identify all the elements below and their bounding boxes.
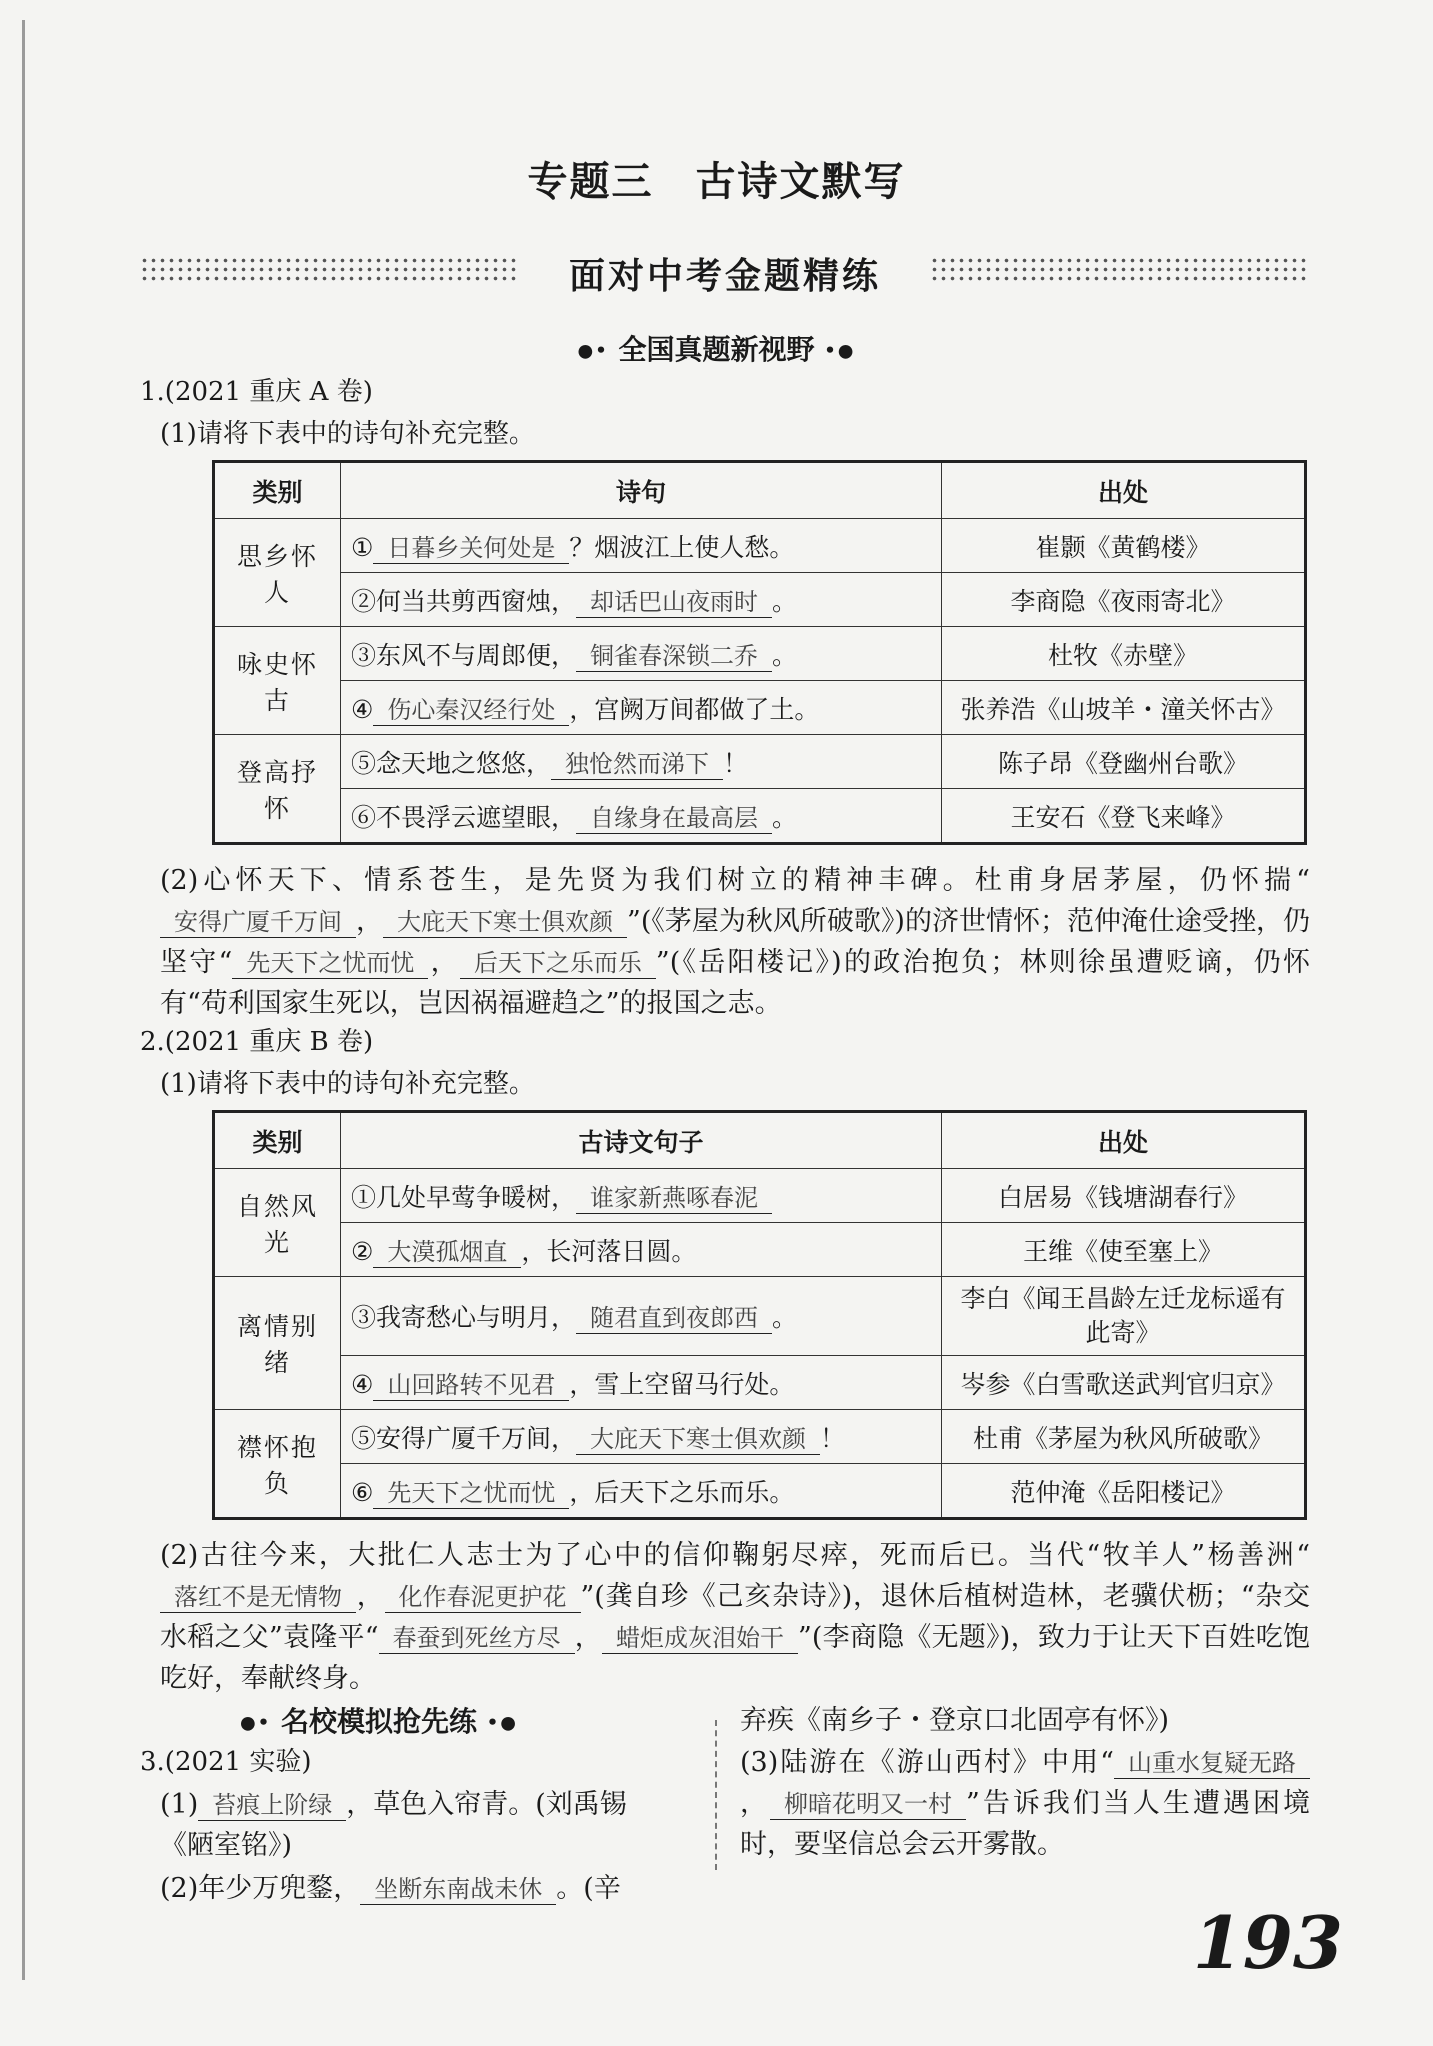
verse-text: 。 [772, 586, 798, 616]
verse-text: ，后天下之乐而乐。 [569, 1477, 795, 1507]
verse-cell [341, 681, 942, 735]
column-header: 古诗文句子 [341, 1112, 942, 1169]
paragraph-text: ”(龚自珍《己亥杂诗》)，退休后植树造林，老骥伏枥；“杂交水稻之父”袁隆平“ [160, 1581, 1310, 1653]
question-1-part-2 [160, 860, 1310, 1024]
verse-text: ④ [351, 694, 374, 724]
column-header: 类别 [214, 462, 341, 519]
answer-blank: 铜雀春深锁二乔 [576, 641, 772, 672]
paragraph-text: ， [574, 1622, 603, 1653]
paragraph-text: 《陋室铭》) [160, 1830, 293, 1861]
paragraph-text: (2)年少万兜鍪， [160, 1873, 361, 1904]
verse-cell [341, 1223, 942, 1277]
answer-blank: 伤心秦汉经行处 [373, 695, 569, 726]
verse-cell [341, 1356, 942, 1410]
column-header: 出处 [942, 1112, 1306, 1169]
verse-text: ① [351, 532, 374, 562]
source-cell: 杜牧《赤壁》 [942, 627, 1306, 681]
question-3-part-3 [740, 1742, 1310, 1865]
category-cell: 离情别绪 [214, 1277, 341, 1410]
answer-blank: 化作春泥更护花 [385, 1582, 581, 1613]
poem-table-2 [212, 1110, 1307, 1520]
answer-blank: 坐断东南战未休 [360, 1874, 556, 1905]
banner-dots-right [930, 256, 1310, 282]
verse-cell [341, 735, 942, 789]
paragraph-text: ，草色入帘青。(刘禹锡 [346, 1789, 627, 1820]
table-row [214, 1223, 1306, 1277]
answer-blank: 自缘身在最高层 [576, 803, 772, 834]
table-header-row [214, 462, 1306, 519]
category-cell: 自然风光 [214, 1169, 341, 1277]
paragraph-text: (1) [160, 1789, 199, 1820]
paragraph-text: (2)心怀天下、情系苍生，是先贤为我们树立的精神丰碑。杜甫身居茅屋，仍怀揣“ [160, 865, 1310, 896]
verse-text: ④ [351, 1369, 374, 1399]
verse-cell [341, 519, 942, 573]
verse-text: 。 [772, 802, 798, 832]
table-row [214, 789, 1306, 844]
question-2-header: 2.(2021 重庆 B 卷) [140, 1027, 374, 1057]
answer-blank: 先天下之忧而忧 [373, 1478, 569, 1509]
category-cell: 咏史怀古 [214, 627, 341, 735]
paragraph-text: ”(《茅屋为秋风所破歌》)的济世情怀；范仲淹仕途受挫，仍坚守“ [160, 906, 1311, 978]
verse-cell [341, 1464, 942, 1519]
answer-blank: 却话巴山夜雨时 [576, 587, 772, 618]
paragraph-text: (3)陆游在《游山西村》中用“ [740, 1747, 1114, 1778]
answer-blank: 谁家新燕啄春泥 [576, 1183, 772, 1214]
paragraph-text: ”告诉我们当人生遭遇困境时，要坚信总会云开雾散。 [740, 1788, 1310, 1860]
verse-cell [341, 573, 942, 627]
section-heading-national [0, 328, 1433, 368]
answer-blank: 春蚕到死丝方尽 [379, 1623, 575, 1654]
bullet-dots-icon: •● [824, 340, 856, 362]
table-row [214, 627, 1306, 681]
answer-blank: 落红不是无情物 [160, 1582, 356, 1613]
question-3-part-2 [160, 1868, 705, 1909]
source-cell: 白居易《钱塘湖春行》 [942, 1169, 1306, 1223]
answer-blank: 安得广厦千万间 [160, 907, 356, 938]
verse-cell [341, 1277, 942, 1356]
question-3-part-2-source: 弃疾《南乡子・登京口北固亭有怀》) [740, 1705, 1170, 1736]
category-cell: 思乡怀人 [214, 519, 341, 627]
table-row [214, 1169, 1306, 1223]
category-cell: 登高抒怀 [214, 735, 341, 844]
table-row [214, 1464, 1306, 1519]
page-number: 193 [1192, 1900, 1343, 1985]
verse-text: ②何当共剪西窗烛， [351, 586, 577, 616]
question-2-part-2 [160, 1535, 1310, 1699]
verse-text: ，宫阙万间都做了土。 [569, 694, 820, 724]
source-cell: 张养浩《山坡羊・潼关怀古》 [942, 681, 1306, 735]
answer-blank: 山回路转不见君 [373, 1370, 569, 1401]
answer-blank: 山重水复疑无路 [1114, 1748, 1310, 1779]
answer-blank: 先天下之忧而忧 [232, 948, 428, 979]
section-heading-text: 全国真题新视野 [618, 333, 815, 366]
source-cell: 陈子昂《登幽州台歌》 [942, 735, 1306, 789]
verse-cell [341, 789, 942, 844]
answer-blank: 大漠孤烟直 [373, 1237, 521, 1268]
paragraph-text: 。(辛 [556, 1873, 621, 1904]
table-row [214, 573, 1306, 627]
paragraph-text: ”(《岳阳楼记》)的政治抱负；林则徐虽遭贬谪，仍怀有“苟利国家生死以，岂因祸福避趋之”的报国之志。 [160, 947, 1311, 1019]
question-2-prompt: (1)请将下表中的诗句补充完整。 [160, 1069, 535, 1099]
table-row [214, 1277, 1306, 1356]
source-cell: 岑参《白雪歌送武判官归京》 [942, 1356, 1306, 1410]
banner-text: 面对中考金题精练 [568, 256, 881, 297]
verse-text: ③东风不与周郎便， [351, 640, 577, 670]
verse-cell [341, 1169, 942, 1223]
paragraph-text: (2)古往今来，大批仁人志士为了心中的信仰鞠躬尽瘁，死而后已。当代“牧羊人”杨善洲“ [160, 1540, 1310, 1571]
page-title: 专题三 古诗文默写 [527, 158, 906, 205]
verse-cell [341, 627, 942, 681]
question-3-part-1 [160, 1784, 705, 1866]
verse-text: ⑥ [351, 1477, 374, 1507]
answer-blank: 蜡炬成灰泪始干 [602, 1623, 798, 1654]
table-row [214, 681, 1306, 735]
table-row [214, 519, 1306, 573]
source-cell: 王维《使至塞上》 [942, 1223, 1306, 1277]
poem-table-1 [212, 460, 1307, 845]
verse-text: ⑥不畏浮云遮望眼， [351, 802, 577, 832]
question-1-header: 1.(2021 重庆 A 卷) [140, 377, 373, 407]
verse-text: ！ [820, 1423, 846, 1453]
answer-blank: 大庇天下寒士俱欢颜 [383, 907, 627, 938]
paragraph-text: ， [428, 947, 460, 978]
column-header: 类别 [214, 1112, 341, 1169]
source-cell: 王安石《登飞来峰》 [942, 789, 1306, 844]
verse-text: ？烟波江上使人愁。 [569, 532, 795, 562]
bullet-dots-icon: ●• [577, 340, 609, 362]
answer-blank: 大庇天下寒士俱欢颜 [576, 1424, 820, 1455]
verse-text: ② [351, 1236, 374, 1266]
page-edge [22, 20, 25, 1980]
bullet-dots-icon: •● [486, 1712, 518, 1734]
source-cell: 李白《闻王昌龄左迁龙标遥有此寄》 [942, 1277, 1306, 1356]
verse-text: ⑤安得广厦千万间， [351, 1423, 577, 1453]
source-cell: 范仲淹《岳阳楼记》 [942, 1464, 1306, 1519]
section-heading-mock [240, 1700, 518, 1740]
table-row [214, 1356, 1306, 1410]
paragraph-text: ， [740, 1788, 771, 1819]
category-cell: 襟怀抱负 [214, 1410, 341, 1519]
verse-text: ！ [723, 748, 749, 778]
verse-text: ①几处早莺争暖树， [351, 1182, 577, 1212]
paragraph-text: ， [356, 906, 384, 937]
verse-cell [341, 1410, 942, 1464]
answer-blank: 后天下之乐而乐 [460, 948, 656, 979]
answer-blank: 柳暗花明又一村 [770, 1789, 966, 1820]
column-divider [715, 1720, 717, 1870]
verse-text: 。 [772, 640, 798, 670]
column-header: 诗句 [341, 462, 942, 519]
question-1-prompt: (1)请将下表中的诗句补充完整。 [160, 419, 535, 449]
column-header: 出处 [942, 462, 1306, 519]
answer-blank: 随君直到夜郎西 [576, 1303, 772, 1334]
verse-text: ，长河落日圆。 [521, 1236, 697, 1266]
question-3-header: 3.(2021 实验) [140, 1747, 312, 1777]
source-cell: 崔颢《黄鹤楼》 [942, 519, 1306, 573]
bullet-dots-icon: ●• [240, 1712, 272, 1734]
answer-blank: 独怆然而涕下 [551, 749, 723, 780]
source-cell: 李商隐《夜雨寄北》 [942, 573, 1306, 627]
answer-blank: 苔痕上阶绿 [198, 1790, 346, 1821]
answer-blank: 日暮乡关何处是 [373, 533, 569, 564]
table-row [214, 735, 1306, 789]
verse-text: ，雪上空留马行处。 [569, 1369, 795, 1399]
section-heading-text: 名校模拟抢先练 [280, 1705, 477, 1738]
table-row [214, 1410, 1306, 1464]
source-cell: 杜甫《茅屋为秋风所破歌》 [942, 1410, 1306, 1464]
verse-text: ⑤念天地之悠悠， [351, 748, 552, 778]
paragraph-text: ”(李商隐《无题》)，致力于让天下百姓吃饱吃好，奉献终身。 [160, 1622, 1310, 1694]
paragraph-text: ， [356, 1581, 385, 1612]
banner-dots-left [140, 256, 520, 282]
table-header-row [214, 1112, 1306, 1169]
verse-text: ③我寄愁心与明月， [351, 1303, 577, 1332]
section-banner [140, 240, 1310, 300]
verse-text: 。 [772, 1303, 798, 1332]
